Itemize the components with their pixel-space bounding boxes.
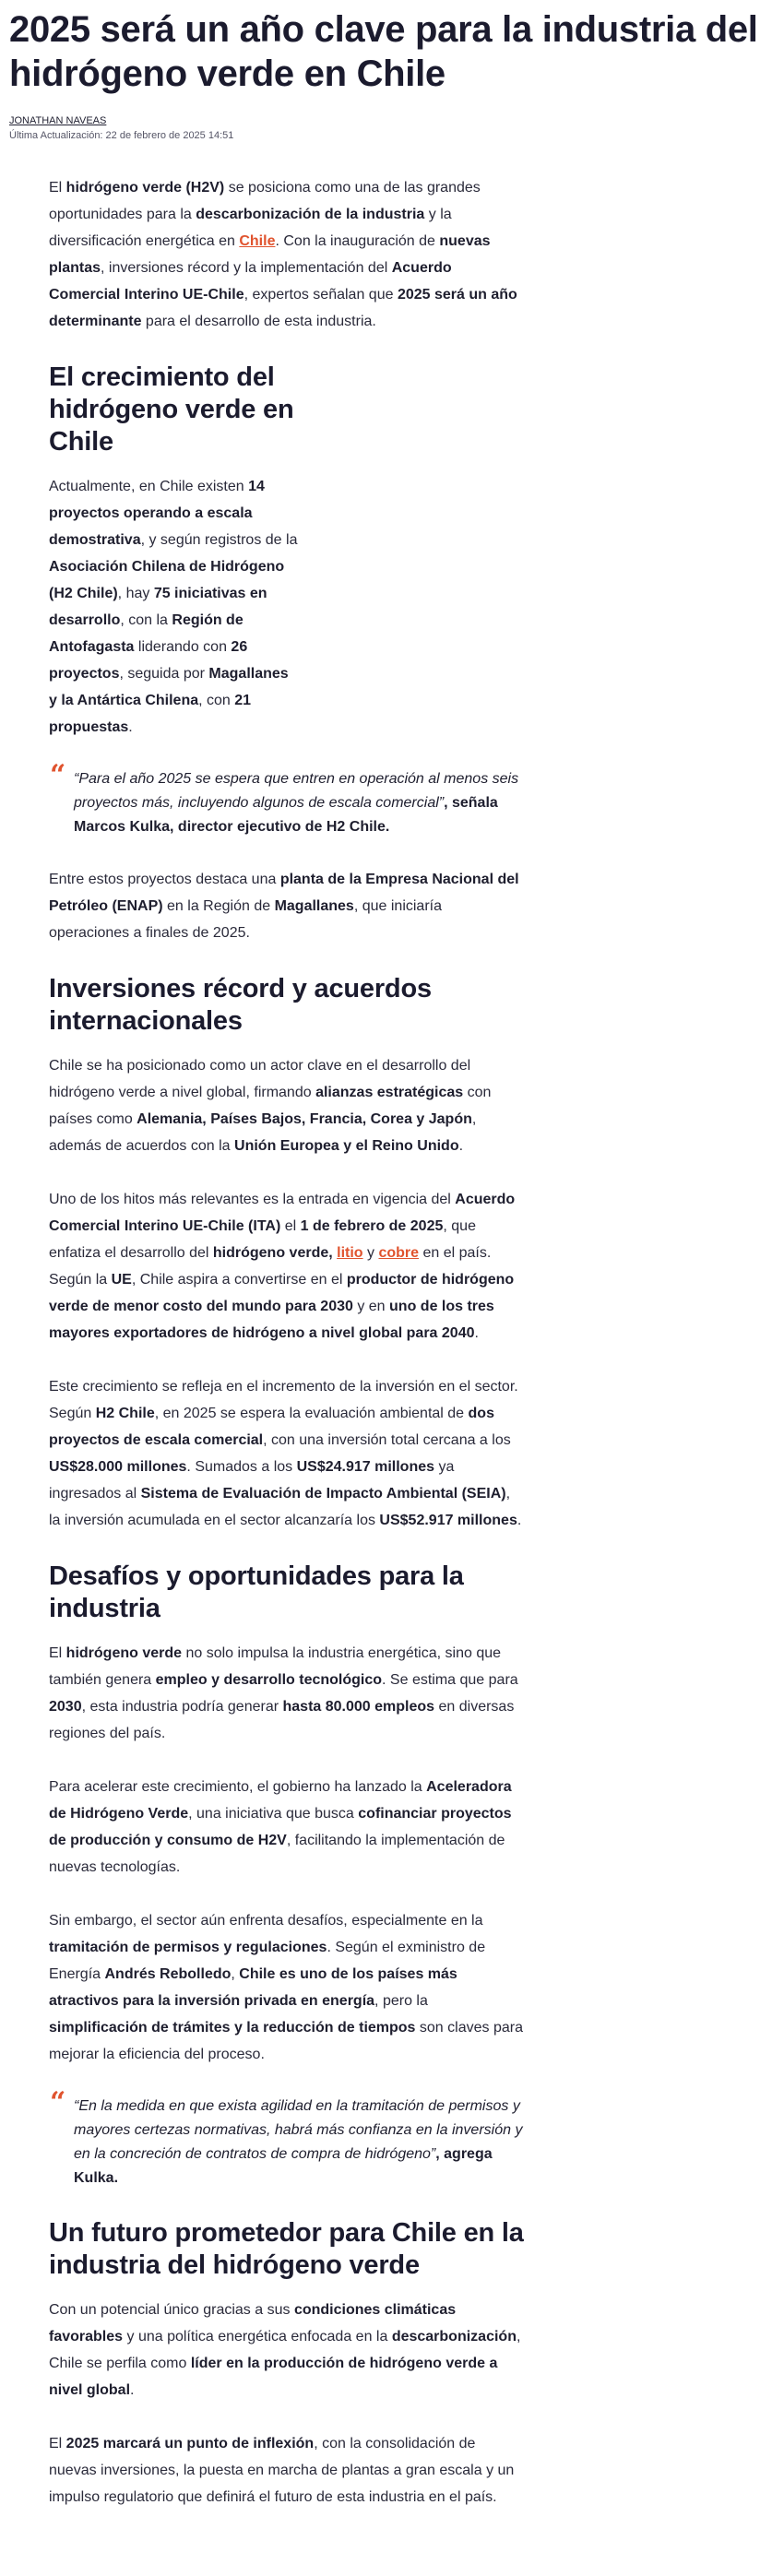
byline — [0, 97, 784, 141]
article-title: 2025 será un año clave para la industria del hidrógeno verde en Chile — [9, 9, 758, 95]
author-link[interactable]: JONATHAN NAVEAS — [9, 114, 107, 126]
link-chile[interactable]: Chile — [239, 232, 276, 249]
paragraph-proyectos: Actualmente, en Chile existen 14 proyectos operando a escala demostrativa, y según registros de la Asociación Chilena de Hidrógeno (H2 Chile), hay 75 iniciativas en desarrollo, con la Región de Antofagasta liderando con 26 proyectos, seguida por Magallanes y la Antártica Chilena, con 21 propuestas. — [49, 478, 298, 735]
pull-quote-kulka-2: “ “En la medida en que exista agilidad en la tramitación de permisos y mayores certezas normativas, habrá más confianza en la inversión y en la concreción de contratos de compra de hidrógeno”, agrega Kulka. — [50, 2085, 523, 2186]
paragraph-aceleradora: Para acelerar este crecimiento, el gobierno ha lanzado la Aceleradora de Hidrógeno Verde, una iniciativa que busca cofinanciar proyectos de producción y consumo de H2V, facilitando la implementación de nuevas tecnologías. — [49, 1778, 512, 1875]
pull-quote-kulka-1: “ “Para el año 2025 se espera que entren en operación al menos seis proyectos más, incluyendo algunos de escala comercial”, señala Marcos Kulka, director ejecutivo de H2 Chile. — [50, 758, 519, 835]
paragraph-enap: Entre estos proyectos destaca una planta de la Empresa Nacional del Petróleo (ENAP) en la Región de Magallanes, que iniciaría operaciones a finales de 2025. — [49, 871, 519, 941]
paragraph-inversion: Este crecimiento se refleja en el incremento de la inversión en el sector. Según H2 Chile, en 2025 se espera la evaluación ambiental de dos proyectos de escala comercial, con una inversión total cercana a los US$28.000 millones. Sumados a los US$24.917 millones ya ingresados al Sistema de Evaluación de Impacto Ambiental (SEIA), la inversión acumulada en el sector alcanzaría los US$52.917 millones. — [49, 1378, 522, 1528]
section-heading-inversiones: Inversiones récord y acuerdos internacionales — [49, 973, 432, 1036]
link-litio[interactable]: litio — [337, 1244, 363, 1261]
paragraph-inflexion: El 2025 marcará un punto de inflexión, con la consolidación de nuevas inversiones, la puesta en marcha de plantas a gran escala y un impulso regulatorio que definirá el futuro de esta industria en el país. — [49, 2435, 515, 2505]
section-heading-desafios: Desafíos y oportunidades para la industria — [49, 1561, 464, 1623]
paragraph-acuerdo-ita: Uno de los hitos más relevantes es la entrada en vigencia del Acuerdo Comercial Interino UE-Chile (ITA) el 1 de febrero de 2025, que enfatiza el desarrollo del hidrógeno verde, litio y cobre en el país. Según la UE, Chile aspira a convertirse en el productor de hidrógeno verde de menor costo del mundo para 2030 y en uno de los tres mayores exportadores de hidrógeno a nivel global para 2040. — [49, 1191, 516, 1341]
paragraph-potencial: Con un potencial único gracias a sus condiciones climáticas favorables y una política energética enfocada en la descarbonización, Chile se perfila como líder en la producción de hidrógeno verde a nivel global. — [49, 2301, 521, 2398]
paragraph-permisos: Sin embargo, el sector aún enfrenta desafíos, especialmente en la tramitación de permisos y regulaciones. Según el exministro de Energía Andrés Rebolledo, Chile es uno de los países más atractivos para la inversión privada en energía, pero la simplificación de trámites y la reducción de tiempos son claves para mejorar la eficiencia del proceso. — [49, 1912, 523, 2062]
section-heading-crecimiento: El crecimiento del hidrógeno verde en Chile — [49, 362, 294, 457]
quote-mark-icon: “ — [50, 2085, 66, 2119]
link-cobre[interactable]: cobre — [378, 1244, 420, 1261]
paragraph-intro: El hidrógeno verde (H2V) se posiciona como una de las grandes oportunidades para la descarbonización de la industria y la diversificación energética en Chile. Con la inauguración de nuevas plantas, inversiones récord y la implementación del Acuerdo Comercial Interino UE-Chile, expertos señalan que 2025 será un año determinante para el desarrollo de esta industria. — [49, 179, 517, 329]
last-updated: Última Actualización: 22 de febrero de 2025 14:51 — [9, 129, 234, 141]
paragraph-alianzas: Chile se ha posicionado como un actor clave en el desarrollo del hidrógeno verde a nivel global, firmando alianzas estratégicas con países como Alemania, Países Bajos, Francia, Corea y Japón, además de acuerdos con la Unión Europea y el Reino Unido. — [49, 1057, 492, 1154]
quote-mark-icon: “ — [50, 758, 66, 791]
section-heading-futuro: Un futuro prometedor para Chile en la industria del hidrógeno verde — [49, 2217, 524, 2280]
article-body — [49, 174, 525, 2511]
paragraph-empleo: El hidrógeno verde no solo impulsa la industria energética, sino que también genera empleo y desarrollo tecnológico. Se estima que para 2030, esta industria podría generar hasta 80.000 empleos en diversas regiones del país. — [49, 1644, 518, 1741]
